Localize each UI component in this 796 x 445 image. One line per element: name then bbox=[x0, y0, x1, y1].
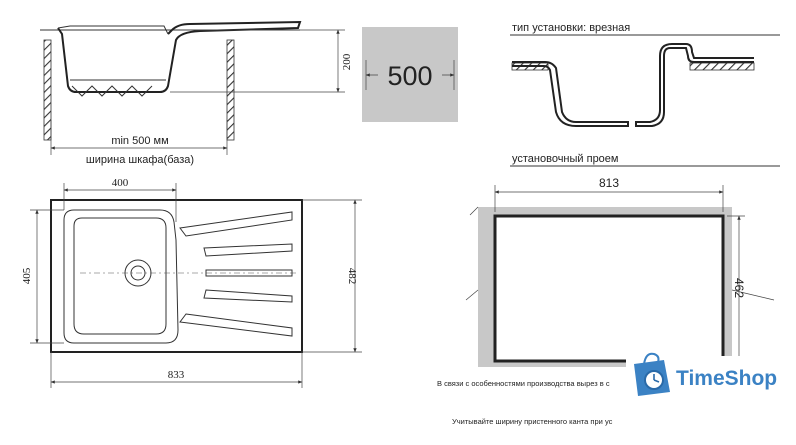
drainer-groove-1 bbox=[180, 212, 292, 236]
drainer-groove-4 bbox=[204, 290, 292, 302]
bowl-outer bbox=[64, 210, 178, 343]
opening-height-value: 462 bbox=[732, 277, 746, 299]
install-profile-left bbox=[512, 62, 628, 126]
install-type-label: тип установки: врезная bbox=[512, 22, 631, 34]
brand-name: TimeShop bbox=[676, 367, 778, 390]
side-view bbox=[40, 22, 353, 166]
height-dim-value: 200 bbox=[341, 53, 353, 71]
cabinet-wall-left bbox=[44, 40, 51, 140]
counter-hatch-right bbox=[690, 63, 754, 70]
bowl-inner bbox=[74, 218, 166, 334]
total-width-value: 833 bbox=[167, 369, 185, 381]
drainer-groove-2 bbox=[204, 244, 292, 256]
break-mark-left bbox=[466, 290, 478, 300]
top-view bbox=[21, 177, 362, 388]
install-type-section bbox=[510, 22, 780, 166]
min-cabinet-badge bbox=[362, 27, 458, 122]
opening-view bbox=[466, 176, 774, 367]
note-1: В связи с особенностями производства вырез в с bbox=[437, 379, 610, 388]
cabinet-width-label: ширина шкафа(база) bbox=[85, 154, 195, 166]
opening-width-value: 813 bbox=[598, 176, 620, 190]
bowl-height-value: 405 bbox=[21, 267, 33, 285]
min-width-label: min 500 мм bbox=[111, 135, 169, 147]
sink-profile bbox=[58, 22, 300, 92]
cutout-rect bbox=[495, 216, 723, 361]
install-profile-right bbox=[636, 44, 754, 126]
badge-value: 500 bbox=[387, 61, 433, 91]
timeshop-logo bbox=[626, 354, 794, 400]
note-2: Учитывайте ширину пристенного канта при ус bbox=[452, 417, 613, 426]
total-height-value: 482 bbox=[346, 267, 358, 285]
bowl-width-value: 400 bbox=[111, 177, 129, 189]
break-mark-left-top bbox=[470, 207, 478, 215]
opening-label: установочный проем bbox=[512, 153, 619, 165]
drainer-groove-5 bbox=[180, 314, 292, 336]
cabinet-wall-right bbox=[227, 40, 234, 140]
